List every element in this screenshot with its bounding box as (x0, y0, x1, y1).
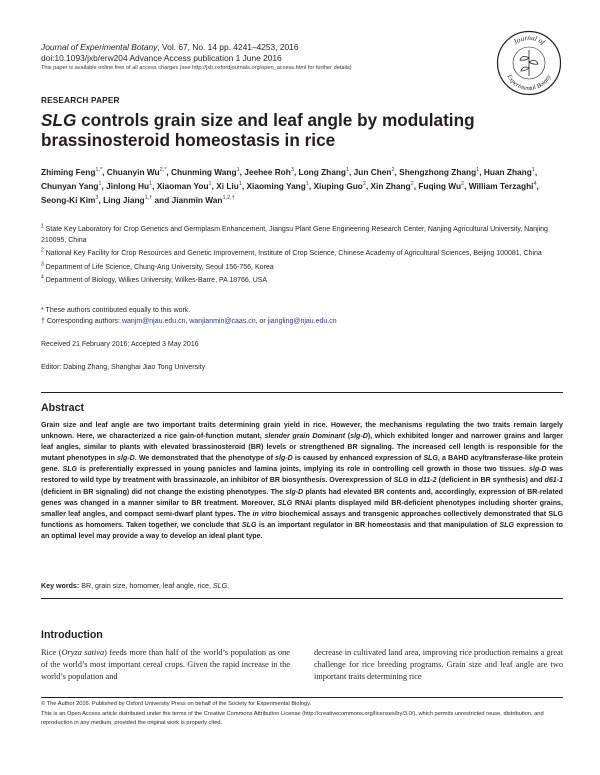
separator: , (185, 318, 190, 325)
email-link[interactable]: wanjianmin@caas.cn (189, 318, 256, 325)
keywords-end: . (227, 582, 230, 590)
affiliation-text: Department of Biology, Wilkes University, Wilkes-Barre, PA 18766, USA (45, 277, 268, 285)
author-affiliation-marker: 1 (208, 181, 212, 188)
author-affiliation-marker: 1 (345, 167, 350, 174)
seal-text-top: Journal of (511, 33, 547, 47)
email-link[interactable]: jiangling@njau.edu.cn (267, 318, 337, 325)
author-name: Jinlong Hu (106, 180, 150, 191)
separator: , or (255, 318, 268, 325)
author-affiliation-marker: 2 (461, 181, 465, 188)
title-gene: SLG (41, 110, 77, 130)
affiliation-marker: 4 (41, 275, 44, 282)
affiliation-item (41, 276, 563, 287)
author-name: William Terzaghi (468, 180, 534, 191)
author-affiliation-marker: 1 (149, 181, 153, 188)
journal-seal-logo (496, 30, 562, 96)
seal-text-bottom: Experimental Botany (505, 73, 553, 93)
author-affiliation-marker: 1 (98, 181, 102, 188)
access-line: This paper is available online free of all access charges (see http://jxb.oxfordjournals.org/open_access.html for further details) (41, 65, 352, 71)
email-link[interactable]: wanjm@njau.edu.cn (121, 318, 186, 325)
divider (41, 392, 563, 393)
affiliations (41, 225, 563, 288)
author-affiliation-marker: 3 (95, 194, 99, 201)
author-affiliation-marker: 4 (533, 181, 537, 188)
introduction-heading: Introduction (41, 629, 103, 641)
license-line: This is an Open Access article distributed under the terms of the Creative Commons Attribution License (http://creativecommons.org/licenses/by/3.0/), which permits unrestricted reuse, distribution, and reproduction in any medium, provided the original work is properly cited. (41, 710, 544, 727)
author-name: Chunyan Yang (41, 180, 99, 191)
author-affiliation-marker: 2 (391, 167, 395, 174)
author-notes (41, 305, 563, 327)
author-name: Jianmin Wan (171, 194, 223, 205)
author-name: Jun Chen (353, 167, 392, 177)
author-name: Chuanyin Wu (106, 167, 160, 177)
doi-line: doi:10.1093/jxb/erw204 Advance Access publication 1 June 2016 (41, 53, 282, 63)
author-name: Chunming Wang (170, 167, 237, 177)
abstract-text: Grain size and leaf angle are two important traits determining grain yield in rice. However, the mechanisms regulating the two traits remain largely unknown. Here, we characterized a rice gain-of-function mutant, slender grain Dominant (slg-D), which exhibited longer and narrower grains and larger leaf angles, similar to plants with elevated brassinosteroid (BR) levels or strengthened BR signaling. The increased cell length is responsible for the mutant phenotypes in slg-D. We demonstrated that the phenotype of slg-D is caused by enhanced expression of SLG, a BAHD acyltransferase-like protein gene. SLG is preferentially expressed in young panicles and lamina joints, implying its role in controlling cell growth in those two tissues. slg-D was restored to wild type by treatment with brassinazole, an inhibitor of BR biosynthesis. Overexpression of SLG in d11-2 (deficient in BR synthesis) and d61-1 (deficient in BR signaling) did not change the existing phenotypes. The slg-D plants had elevated BR contents and, accordingly, expression of BR-related genes was changed in a manner similar to BR treatment. Moreover, SLG RNAi plants displayed mild BR-deficient phenotypes including shorter grains, smaller leaf angles, and compact semi-dwarf plant types. The in vitro biochemical assays and transgenic approaches collectively demonstrated that SLG functions as homomers. Taken together, we conclude that SLG is an important regulator in BR homeostasis and that manipulation of SLG expression to an optimal level may provide a way to develop an ideal plant type. (41, 421, 564, 540)
author-name: Xiuping Guo (313, 180, 363, 191)
keywords-text: BR, grain size, homomer, leaf angle, rice, (79, 582, 213, 590)
journal-volume: , Vol. 67, No. 14 pp. 4241–4253, 2016 (157, 42, 299, 52)
divider (41, 598, 563, 599)
keywords-label: Key words: (41, 582, 80, 590)
copyright-footer (41, 700, 563, 729)
editor-line: Editor: Dabing Zhang, Shanghai Jiao Tong University (41, 364, 206, 371)
affiliation-text: Department of Life Science, Chung-Ang University, Seoul 156-756, Korea (45, 263, 274, 271)
author-affiliation-marker: 1 (236, 167, 240, 174)
author-name: Zhiming Feng (41, 167, 96, 177)
divider (41, 697, 563, 698)
author-affiliation-marker: 1 (476, 167, 480, 174)
affiliation-marker: 1 (41, 223, 44, 230)
journal-citation (41, 42, 471, 53)
author-name: Xi Liu (216, 180, 239, 191)
author-affiliation-marker: 2 (410, 181, 414, 188)
author-name: Ling Jiang (103, 194, 145, 205)
received-dates: Received 21 February 2016; Accepted 3 May 2016 (41, 341, 199, 348)
author-name: Xiaoman You (156, 180, 209, 191)
keyword-gene: SLG (212, 582, 228, 590)
equal-contribution-note: * These authors contributed equally to this work. (41, 307, 191, 314)
author-name: Xin Zhang (370, 180, 411, 191)
author-affiliation-marker: 2 (362, 181, 366, 188)
author-affiliation-marker: 3 (290, 167, 294, 174)
author-affiliation-marker: 1 (531, 167, 535, 174)
author-name: Fuqing Wu (418, 180, 462, 191)
affiliation-text: State Key Laboratory for Crop Genetics and Germplasm Enhancement, Jiangsu Plant Gene Engineering Research Center, Nanjing Agricultural University, Nanjing 210095, China (41, 226, 548, 244)
journal-name: Journal of Experimental Botany (41, 42, 158, 52)
author-affiliation-marker: 1 (238, 181, 242, 188)
paper-title (41, 110, 561, 150)
journal-header (41, 42, 471, 73)
author-affiliation-marker: 1,† (144, 194, 153, 201)
affiliation-text: National Key Facility for Crop Resources and Genetic Improvement, Institute of Crop Science, Chinese Academy of Agricultural Sciences, Beijing 100081, China (45, 250, 542, 258)
affiliation-marker: 3 (41, 261, 44, 268)
author-affiliation-marker: 1,2,† (222, 194, 235, 201)
author-affiliation-marker: 1 (305, 181, 309, 188)
author-list: Zhiming Feng$^{1,*}$, Chuanyin $Wu^{2,*}$, Chunming Wang$^1$, Jeehee Roh$^3$, Long Zhang$^1$, Jun Chen$^2$, Shengzhong Zhang$^1$, Huan Zhang$^1$, Chunyan Yang$^1$, Jinlong Hu$^1$, Xiaoman You$^1$, Xi Liu$^1$, Xiaoming Yang$^1$, Xiuping Guo$^2$, Xin Zhang$^2$, Fuqing Wu$^2$, William Terzaghi$^4$, Seong-Ki Kim$^3$, Ling Jiang$^{1,\dagger}$ and Jianmin Wan$^{1,2,\dagger}$ (41, 167, 539, 205)
author-name: Shengzhong Zhang (399, 167, 477, 177)
author-name: Seong-Ki Kim (41, 194, 96, 205)
affiliation-item (41, 263, 563, 274)
introduction-column-left: Rice (Oryza sativa) feeds more than half of the world’s population as one of the world’s most important cereal crops. Given the rapid increase in the world’s population and (41, 648, 290, 682)
article-type: RESEARCH PAPER (41, 96, 120, 105)
abstract-heading: Abstract (41, 402, 84, 414)
author-name: Huan Zhang (483, 167, 532, 177)
corresponding-note (41, 316, 563, 327)
copyright-line: © The Author 2016. Published by Oxford University Press on behalf of the Society for Experimental Biology. (41, 701, 312, 707)
corresponding-label: † Corresponding authors: (41, 318, 122, 325)
author-name: Long Zhang (298, 167, 346, 177)
author-name: Jeehee Roh (244, 167, 291, 177)
affiliation-item (41, 249, 563, 260)
author-affiliation-marker: 2,* (159, 167, 167, 174)
keywords (41, 581, 229, 591)
author-name: Xiaoming Yang (246, 180, 306, 191)
introduction-column-right: decrease in cultivated land area, improving rice production remains a great challenge for rice breeding programs. Grain size and leaf angle are two important traits determining rice (314, 648, 563, 682)
author-affiliation-marker: 1,* (95, 167, 103, 174)
affiliation-item (41, 225, 563, 246)
affiliation-marker: 2 (41, 247, 44, 254)
title-text: controls grain size and leaf angle by modulating brassinosteroid homeostasis in rice (41, 110, 475, 150)
